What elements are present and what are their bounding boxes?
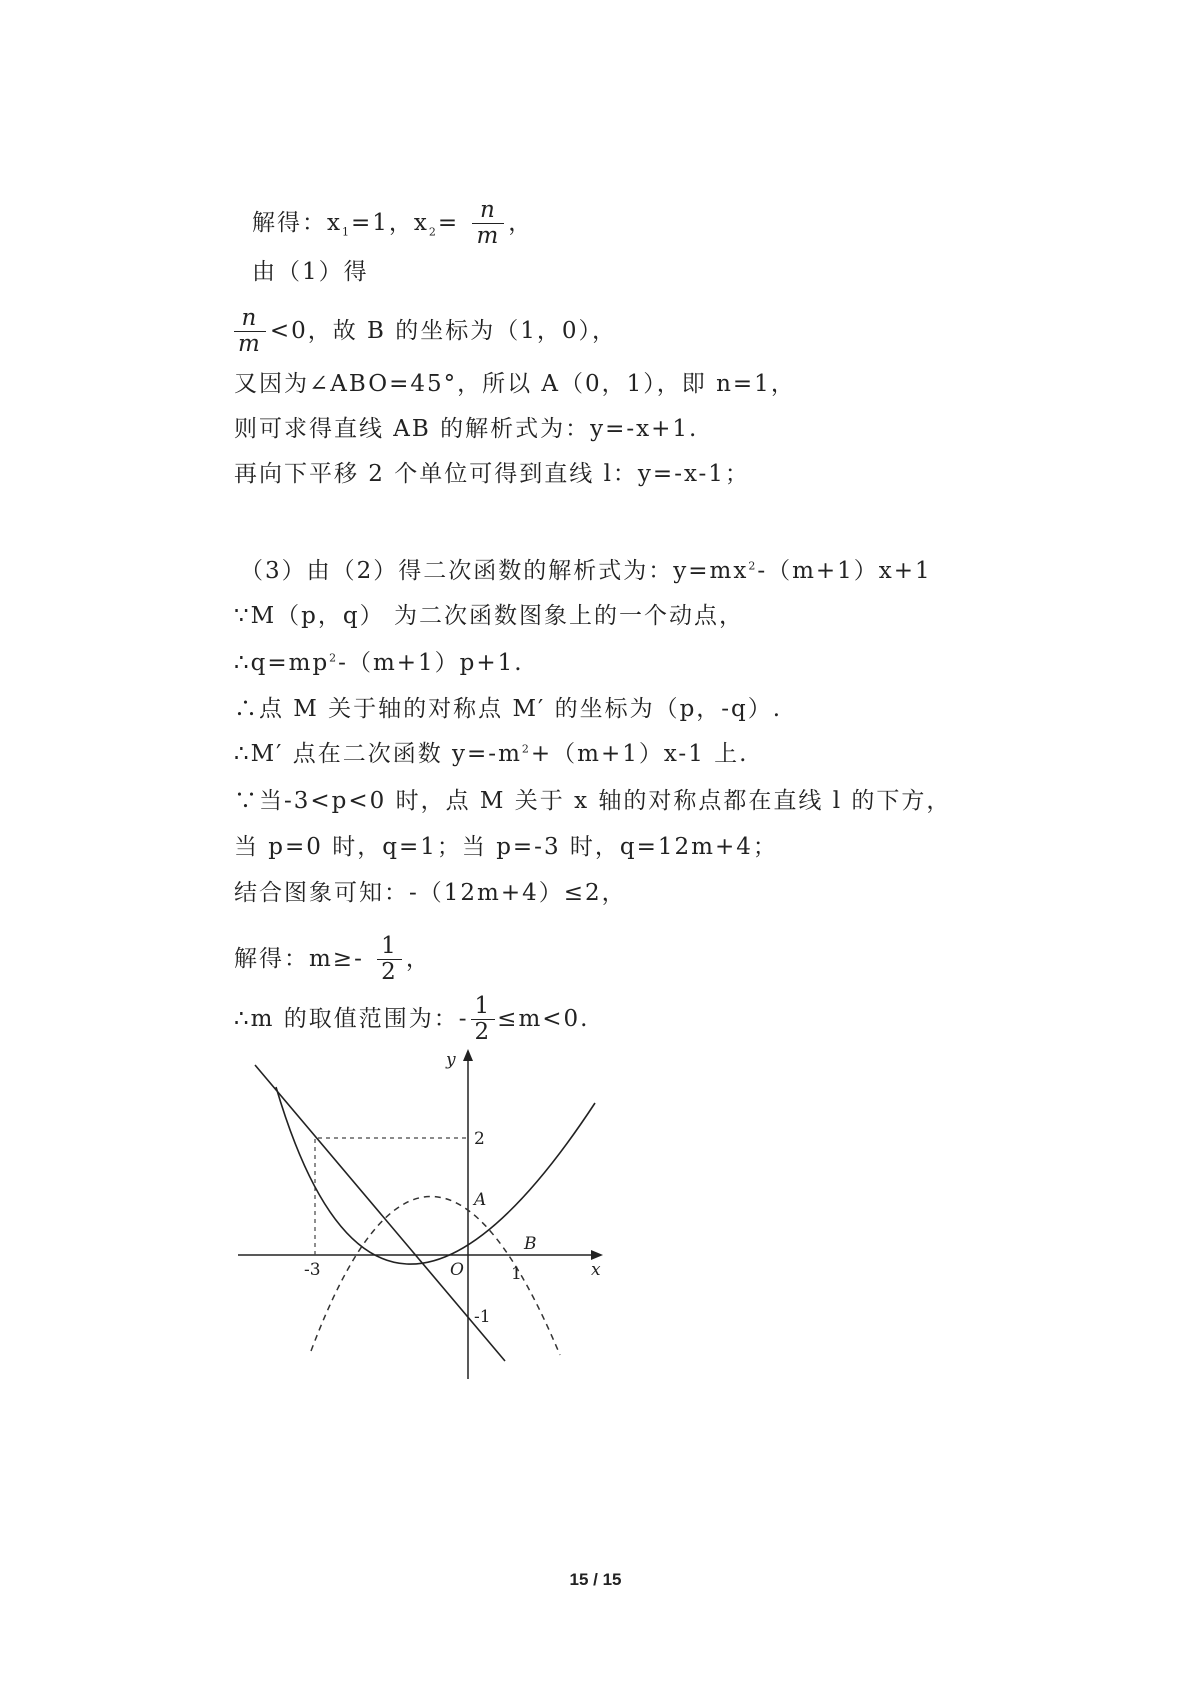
tick-label-2: 2	[474, 1129, 485, 1149]
line-text: ，	[508, 209, 534, 236]
solution-line-5: 则可求得直线 AB 的解析式为：y=-x+1.	[234, 416, 699, 442]
line-text: -（m+1）x+1	[757, 558, 932, 584]
line-text: ≤m<0.	[497, 1005, 590, 1032]
superscript: 2	[521, 742, 531, 756]
y-axis-arrow	[463, 1049, 473, 1061]
solution-line-10: ∴点 M 关于轴的对称点 M′ 的坐标为（p，-q）.	[234, 696, 783, 722]
x-axis-label: x	[591, 1260, 601, 1280]
page-number: 15 / 15	[569, 1570, 622, 1589]
tick-label-neg1: -1	[474, 1307, 491, 1327]
fraction	[472, 198, 504, 250]
y-axis-label: y	[446, 1050, 456, 1070]
fraction-numerator: n	[472, 198, 504, 224]
fraction-numerator: 1	[377, 934, 402, 960]
function-graph-figure	[228, 1043, 618, 1383]
solution-line-15	[234, 934, 431, 986]
dashed-guide	[315, 1138, 468, 1255]
line-text: 解得：x	[252, 209, 342, 236]
line-text: ∴M′ 点在二次函数 y=-m	[234, 741, 522, 767]
line-text: ∴m 的取值范围为：-	[234, 1005, 469, 1032]
solution-line-11	[234, 743, 748, 766]
line-text: =1，x	[350, 209, 429, 236]
fraction	[377, 934, 402, 986]
point-a-label: A	[474, 1190, 487, 1210]
point-b-label: B	[524, 1234, 537, 1254]
solution-line-6: 再向下平移 2 个单位可得到直线 l：y=-x-1；	[234, 461, 750, 487]
line-text: ，	[405, 945, 431, 972]
dashed-parabola	[311, 1196, 560, 1355]
tick-label-1: 1	[511, 1264, 522, 1284]
x-axis-arrow	[591, 1250, 603, 1260]
origin-label: O	[450, 1260, 464, 1280]
solution-line-14: 结合图象可知：-（12m+4）≤2，	[234, 880, 627, 906]
line-text: +（m+1）x-1 上.	[530, 741, 749, 767]
line-text: （3）由（2）得二次函数的解析式为：y=mx	[240, 558, 749, 584]
superscript: 2	[329, 651, 339, 665]
tick-label-neg3: -3	[304, 1260, 321, 1280]
solution-line-9	[234, 652, 524, 675]
fraction-numerator: 1	[471, 994, 496, 1020]
solution-line-8: ∵M（p，q） 为二次函数图象上的一个动点，	[234, 603, 744, 629]
solution-line-4: 又因为∠ABO=45°，所以 A（0，1），即 n=1，	[234, 371, 796, 397]
solution-line-13: 当 p=0 时，q=1；当 p=-3 时，q=12m+4；	[234, 834, 778, 860]
fraction-numerator: n	[234, 306, 266, 332]
solution-line-3	[234, 306, 617, 358]
fraction-denominator: m	[476, 223, 501, 250]
fraction	[471, 994, 496, 1046]
solution-line-1	[252, 198, 533, 250]
solid-parabola	[276, 1087, 595, 1264]
fraction-denominator: m	[238, 331, 262, 358]
solution-line-16	[234, 994, 589, 1046]
solution-line-12: ∵当-3<p<0 时，点 M 关于 x 轴的对称点都在直线 l 的下方，	[234, 788, 952, 814]
superscript: 2	[748, 559, 758, 573]
fraction-denominator: 2	[474, 1019, 492, 1046]
line-text: <0，故 B 的坐标为（1，0），	[269, 317, 618, 344]
line-text: 解得：m≥-	[234, 945, 364, 972]
solution-line-7	[240, 560, 932, 583]
subscript: 2	[428, 225, 438, 239]
line-text: -（m+1）p+1.	[338, 650, 524, 676]
line-text: =	[437, 209, 460, 236]
subscript: 1	[341, 225, 351, 239]
solution-line-2: 由（1）得	[252, 259, 369, 285]
fraction	[234, 306, 266, 358]
fraction-denominator: 2	[381, 959, 398, 986]
line-text: ∴q=mp	[234, 650, 330, 676]
